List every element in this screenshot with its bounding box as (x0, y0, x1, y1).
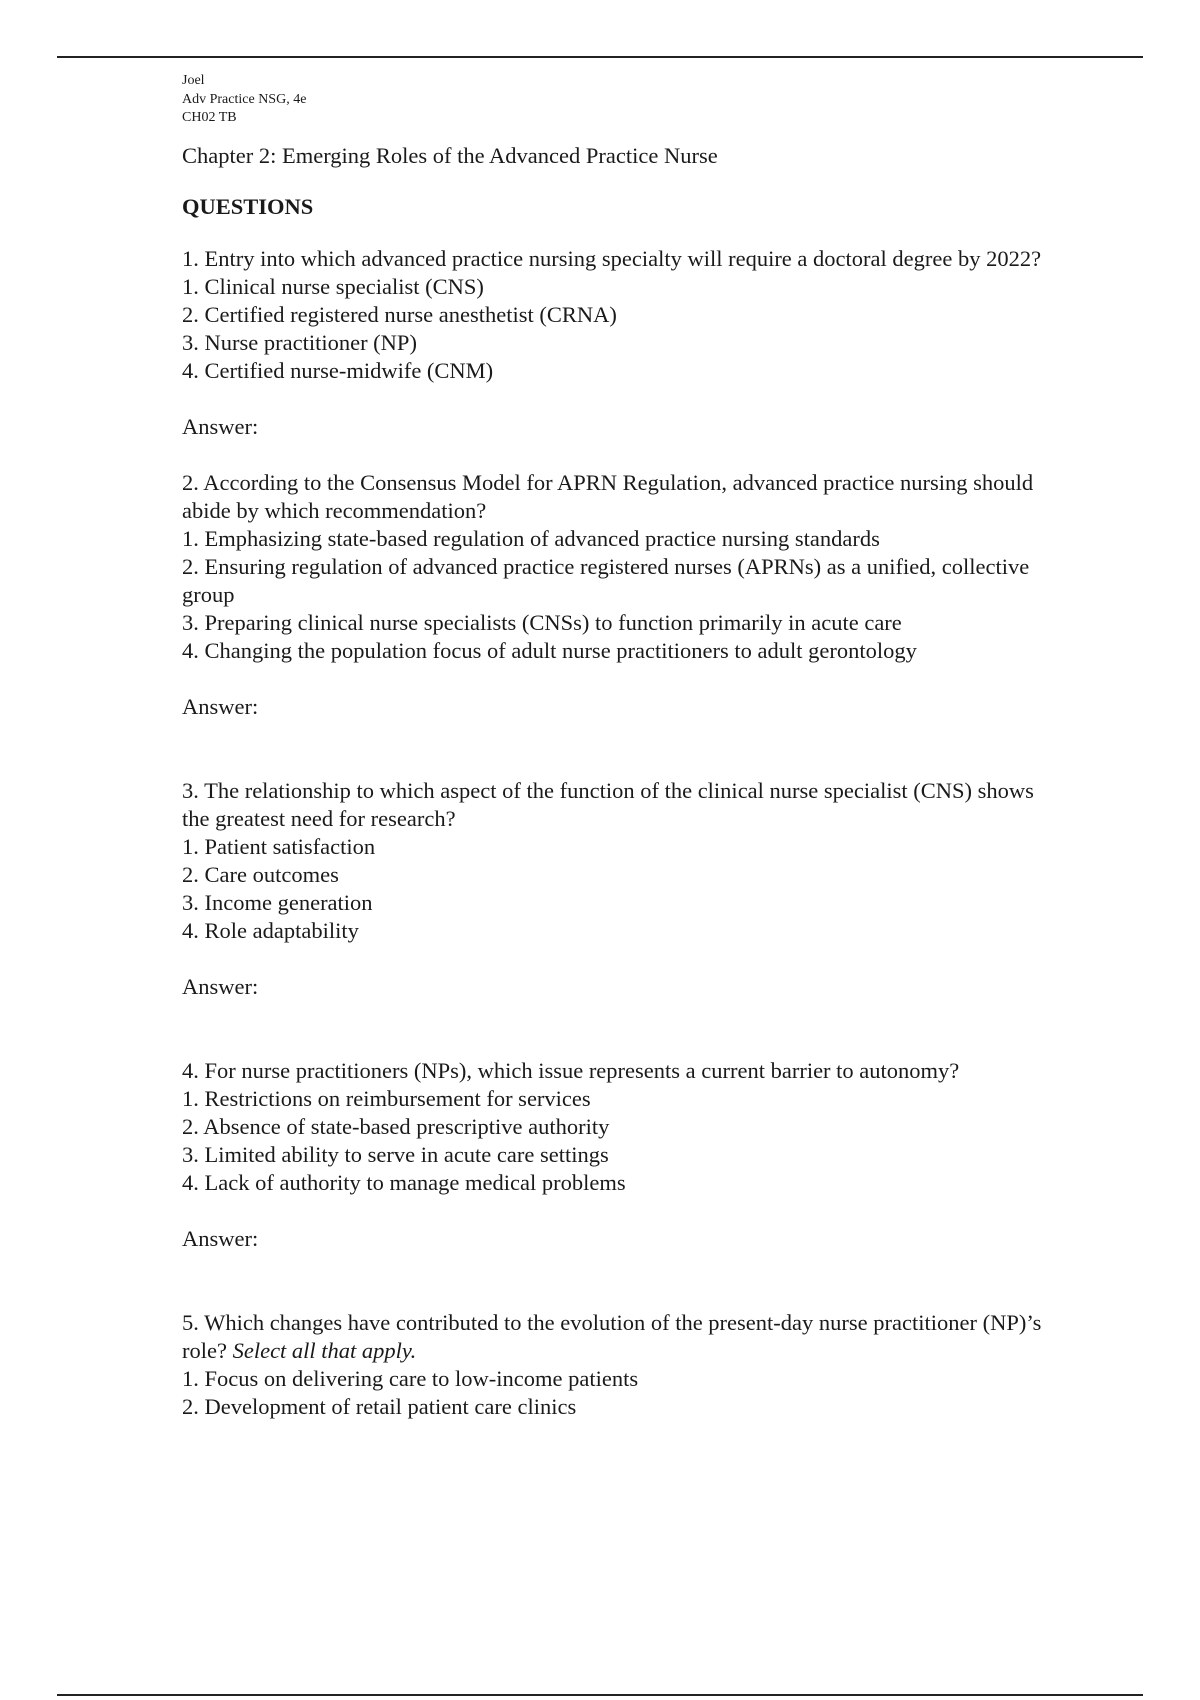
answer-option: 4. Lack of authority to manage medical problems (182, 1169, 626, 1195)
answer-option: 4. Role adaptability (182, 917, 359, 943)
question-2 (182, 469, 1062, 721)
question-5 (182, 1309, 1062, 1421)
answer-label: Answer: (182, 1225, 259, 1251)
answer-label: Answer: (182, 693, 259, 719)
select-all-note: Select all that apply. (232, 1337, 417, 1363)
question-stem: 2. According to the Consensus Model for APRN Regulation, advanced practice nursing should abide by which recommendation? (182, 469, 1034, 523)
answer-option: 3. Income generation (182, 889, 373, 915)
bottom-rule (57, 1694, 1143, 1696)
document-page (182, 72, 1062, 1421)
top-rule (57, 56, 1143, 58)
question-stem (182, 1309, 1062, 1365)
question-stem-text: 5. Which changes have contributed to the evolution of the present-day nurse practitioner (NP)’s role? (182, 1309, 1042, 1363)
question-stem: 3. The relationship to which aspect of the function of the clinical nurse specialist (CNS) shows the greatest need for research? (182, 777, 1034, 831)
answer-option: 1. Focus on delivering care to low-income patients (182, 1365, 639, 1391)
answer-option: 1. Clinical nurse specialist (CNS) (182, 273, 484, 299)
answer-option: 3. Nurse practitioner (NP) (182, 329, 417, 355)
answer-option: 2. Development of retail patient care clinics (182, 1393, 577, 1419)
question-4 (182, 1057, 1062, 1253)
answer-option: 2. Ensuring regulation of advanced practice registered nurses (APRNs) as a unified, collective group (182, 553, 1030, 607)
header-code: CH02 TB (182, 110, 237, 125)
question-3 (182, 777, 1062, 1001)
question-1 (182, 245, 1062, 441)
answer-option: 4. Changing the population focus of adult nurse practitioners to adult gerontology (182, 637, 917, 663)
header-author: Joel (182, 73, 205, 88)
chapter-title: Chapter 2: Emerging Roles of the Advanced Practice Nurse (182, 142, 718, 168)
answer-option: 2. Care outcomes (182, 861, 339, 887)
answer-label: Answer: (182, 413, 259, 439)
answer-option: 3. Limited ability to serve in acute care settings (182, 1141, 609, 1167)
section-heading: QUESTIONS (182, 193, 314, 219)
answer-option: 3. Preparing clinical nurse specialists (CNSs) to function primarily in acute care (182, 609, 902, 635)
answer-option: 2. Absence of state-based prescriptive authority (182, 1113, 610, 1139)
answer-option: 4. Certified nurse-midwife (CNM) (182, 357, 494, 383)
answer-label: Answer: (182, 973, 259, 999)
answer-option: 2. Certified registered nurse anesthetist (CRNA) (182, 301, 617, 327)
answer-option: 1. Restrictions on reimbursement for services (182, 1085, 591, 1111)
question-stem: 1. Entry into which advanced practice nursing specialty will require a doctoral degree by 2022? (182, 245, 1042, 271)
header-book: Adv Practice NSG, 4e (182, 91, 307, 107)
answer-option: 1. Emphasizing state-based regulation of advanced practice nursing standards (182, 525, 880, 551)
question-stem: 4. For nurse practitioners (NPs), which issue represents a current barrier to autonomy? (182, 1057, 960, 1083)
answer-option: 1. Patient satisfaction (182, 833, 376, 859)
